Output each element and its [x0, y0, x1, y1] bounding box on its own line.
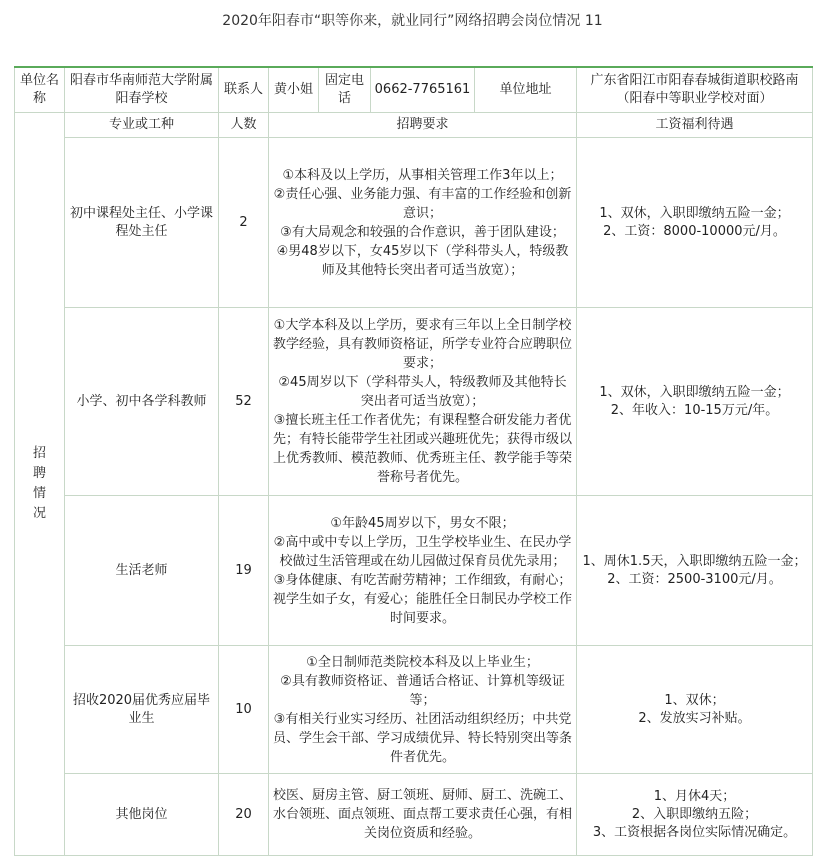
benefits-cell [577, 496, 813, 646]
column-requirements: 招聘要求 [269, 113, 577, 138]
requirement-item: ③擅长班主任工作者优先；有课程整合研发能力者优先；有特长能带学生社团或兴趣班优先；获得市级以上优秀教师、模范教师、优秀班主任、教学能手等荣誉称号者优先。 [272, 413, 572, 485]
benefit-item: 1、月休4天； [653, 788, 736, 804]
benefits-cell [577, 774, 813, 856]
benefit-item: 2、年收入：10-15万元/年。 [610, 402, 779, 418]
table-row [15, 646, 813, 774]
column-benefits: 工资福利待遇 [577, 113, 813, 138]
benefit-item: 3、工资根据各岗位实际情况确定。 [592, 824, 797, 840]
address: 广东省阳江市阳春春城街道职校路南（阳春中等职业学校对面） [577, 67, 813, 113]
address-label: 单位地址 [475, 67, 577, 113]
table-row [15, 496, 813, 646]
requirement-item: ①大学本科及以上学历，要求有三年以上全日制学校教学经验，具有教师资格证，所学专业符合应聘职位要求； [272, 318, 572, 371]
requirements-cell [269, 138, 577, 308]
column-header-row [15, 113, 813, 138]
position-name: 其他岗位 [65, 774, 219, 856]
requirement-item: ①年龄45周岁以下，男女不限； [330, 515, 515, 531]
benefit-item: 2、发放实习补贴。 [638, 710, 751, 726]
requirements-cell [269, 646, 577, 774]
benefit-item: 1、周休1.5天，入职即缴纳五险一金； [582, 553, 807, 569]
requirement-item: ②高中或中专以上学历，卫生学校毕业生、在民办学校做过生活管理或在幼儿园做过保育员优先录用； [273, 534, 572, 569]
column-major: 专业或工种 [65, 113, 219, 138]
requirements-cell [269, 774, 577, 856]
requirement-item: ②责任心强、业务能力强、有丰富的工作经验和创新意识； [273, 186, 572, 221]
section-label: 招聘情况 [32, 446, 46, 521]
position-name: 生活老师 [65, 496, 219, 646]
benefit-item: 2、入职即缴纳五险； [631, 806, 758, 822]
contact-name: 黄小姐 [269, 67, 319, 113]
requirements-cell [269, 308, 577, 496]
job-table [14, 66, 813, 856]
position-name: 招收2020届优秀应届毕业生 [65, 646, 219, 774]
benefit-item: 2、工资：2500-3100元/月。 [607, 571, 782, 587]
benefit-item: 1、双休，入职即缴纳五险一金； [599, 384, 790, 400]
table-row [15, 774, 813, 856]
position-name: 小学、初中各学科教师 [65, 308, 219, 496]
unit-name-label: 单位名称 [15, 67, 65, 113]
section-label-cell [15, 113, 65, 856]
headcount: 20 [219, 774, 269, 856]
phone-label: 固定电话 [319, 67, 371, 113]
requirement-item: 校医、厨房主管、厨工领班、厨师、厨工、洗碗工、水台领班、面点领班、面点帮工要求责任心强，有相关岗位资质和经验。 [272, 788, 572, 841]
page-title: 2020年阳春市“职等你来，就业同行”网络招聘会岗位情况 11 [222, 13, 603, 29]
benefit-item: 1、双休； [664, 692, 725, 708]
requirement-item: ④男48岁以下，女45岁以下（学科带头人，特级教师及其他特长突出者可适当放宽）； [276, 243, 569, 278]
requirements-cell [269, 496, 577, 646]
headcount: 2 [219, 138, 269, 308]
requirement-item: ②45周岁以下（学科带头人，特级教师及其他特长突出者可适当放宽）； [278, 375, 567, 409]
headcount: 10 [219, 646, 269, 774]
headcount: 19 [219, 496, 269, 646]
benefit-item: 2、工资：8000-10000元/月。 [603, 223, 786, 239]
position-name: 初中课程处主任、小学课程处主任 [65, 138, 219, 308]
column-count: 人数 [219, 113, 269, 138]
unit-name: 阳春市华南师范大学附属阳春学校 [65, 67, 219, 113]
requirement-item: ③身体健康、有吃苦耐劳精神；工作细致，有耐心；视学生如子女，有爱心；能胜任全日制民办学校工作时间要求。 [272, 572, 572, 626]
table-row [15, 138, 813, 308]
benefits-cell [577, 308, 813, 496]
contact-label: 联系人 [219, 67, 269, 113]
unit-info-row [15, 67, 813, 113]
headcount: 52 [219, 308, 269, 496]
requirement-item: ③有大局观念和较强的合作意识，善于团队建设； [280, 224, 565, 240]
phone-number: 0662-7765161 [371, 67, 475, 113]
requirement-item: ①全日制师范类院校本科及以上毕业生； [306, 654, 539, 670]
requirement-item: ③有相关行业实习经历、社团活动组织经历；中共党员、学生会干部、学习成绩优异、特长特别突出等条件者优先。 [272, 711, 572, 765]
benefits-cell [577, 138, 813, 308]
benefit-item: 1、双休，入职即缴纳五险一金； [599, 205, 790, 221]
requirement-item: ②具有教师资格证、普通话合格证、计算机等级证等； [280, 673, 565, 708]
benefits-cell [577, 646, 813, 774]
table-row [15, 308, 813, 496]
requirement-item: ①本科及以上学历，从事相关管理工作3年以上； [282, 167, 563, 183]
